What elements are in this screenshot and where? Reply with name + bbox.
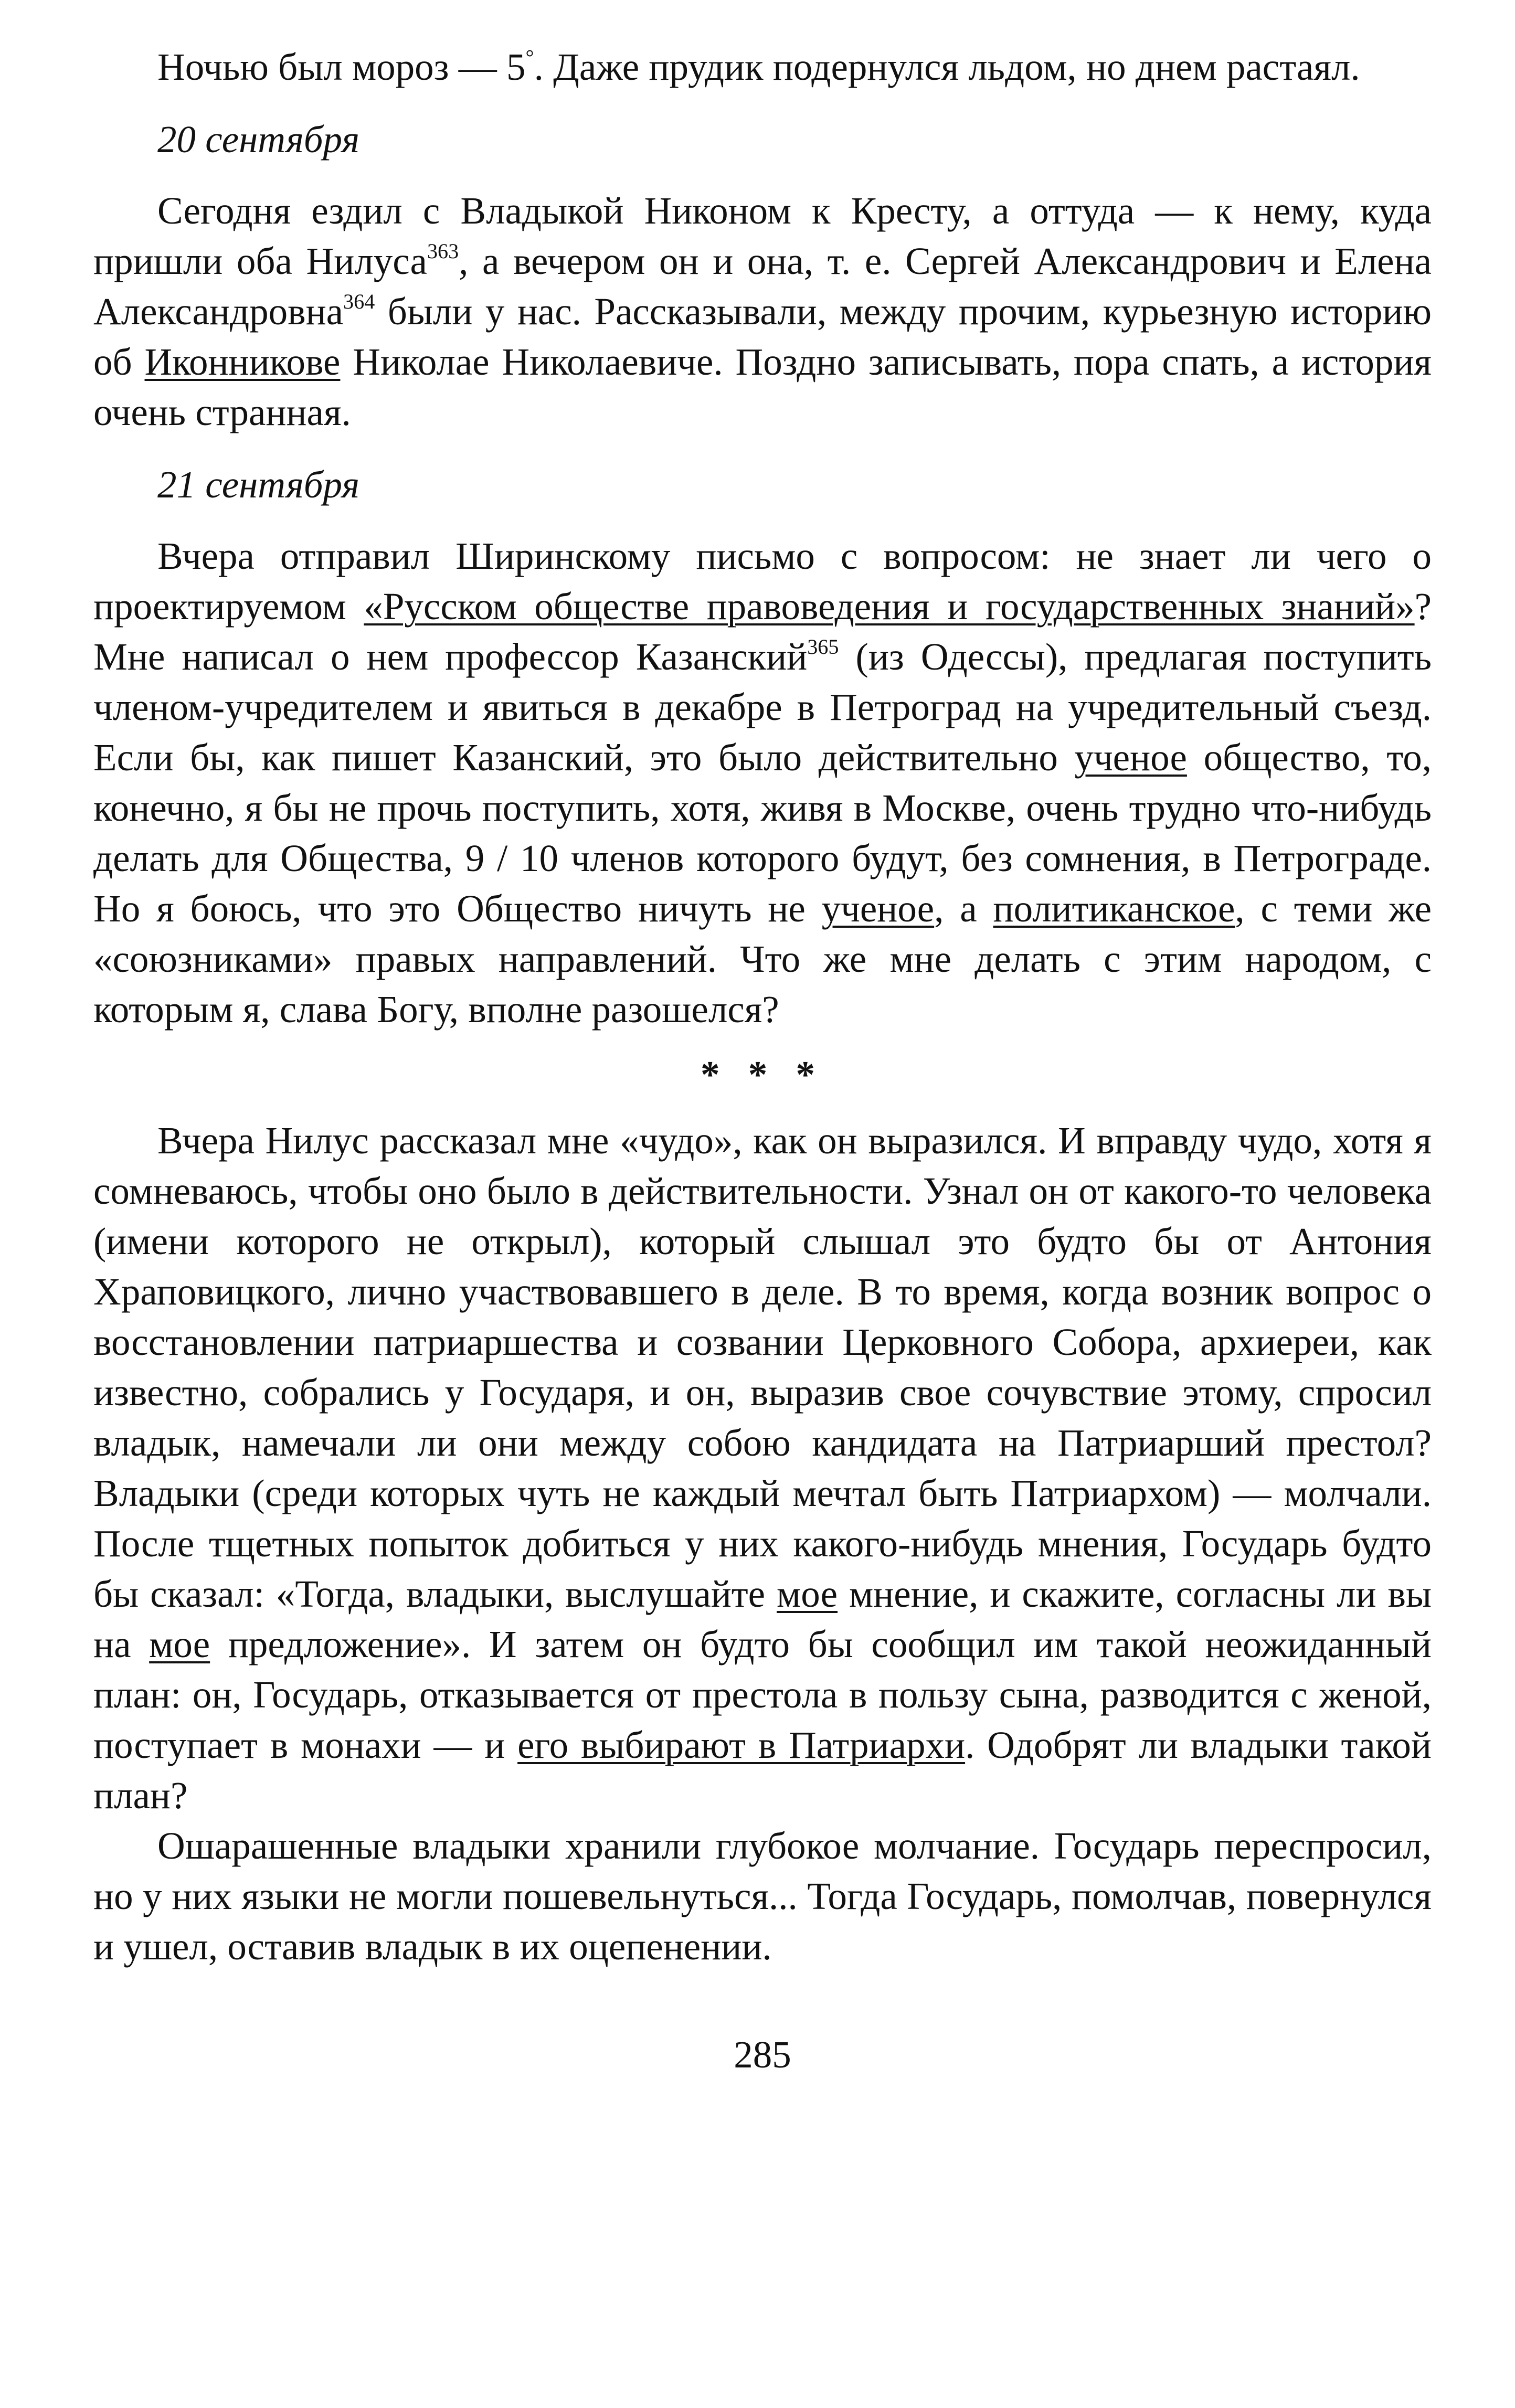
text-run: общество, то, конечно, я бы не прочь поступить, хотя, живя в Москве, очень трудно что-нибудь делать для Общества, 9 / 10 членов которого будут, без сомнения, в Петрограде. Но я боюсь, что это Общество ничуть не (93, 736, 1432, 930)
text-run: , а вечером он и она, т. е. Сергей Александрович и Елена Александровна (93, 240, 1432, 333)
text-run: Вчера Нилус рассказал мне «чудо», как он выразился. И вправду чудо, хотя я сомневаюсь, чтобы оно было в действительности. Узнал он от какого-то человека (имени которого не открыл), который слышал это будто бы от Антония Храповицкого, лично участвовавшего в деле. В то время, когда возник вопрос о восстановлении патриаршества и созвании Церковного Собора, архиереи, как известно, собрались у Государя, и он, выразив свое сочувствие этому, спросил владык, намечали ли они между собою кандидата на Патриарший престол? Владыки (среди которых чуть не каждый мечтал быть Патриархом) — молчали. После тщетных попыток добиться у них какого-нибудь мнения, Государь будто бы сказал: «Тогда, владыки, выслушайте (93, 1119, 1432, 1615)
text-run: , а (934, 887, 993, 930)
text-run: Ночью был мороз — 5 (157, 46, 526, 88)
paragraph-miracle (93, 1116, 1432, 1821)
paragraph-silence: Ошарашенные владыки хранили глубокое молчание. Государь переспросил, но у них языки не могли пошевельнуться... Тогда Государь, помолчав, повернулся и ушел, оставив владык в их оцепенении. (93, 1824, 1432, 1968)
paragraph-frost (93, 42, 1432, 92)
text-run: были у нас. Рассказывали, между прочим, курьезную историю об (93, 290, 1432, 383)
underlined-text: ученое (1074, 736, 1187, 779)
date-heading-21-sept: 21 сентября (157, 463, 360, 506)
footnote-ref: 365 (807, 634, 839, 659)
underlined-text: его выбирают в Патриархи (517, 1724, 966, 1766)
text-run: . Одобрят ли владыки такой план? (93, 1724, 1432, 1817)
degree-sign: ° (525, 45, 534, 69)
text-run: ? Мне написал о нем профессор Казанский (93, 585, 1432, 678)
footnote-ref: 364 (343, 289, 375, 313)
footnote-ref: 363 (427, 239, 459, 263)
paragraph-20-sept (93, 186, 1432, 438)
text-run: Сегодня ездил с Владыкой Никоном к Кресту, а оттуда — к нему, куда пришли оба Нилуса (93, 189, 1432, 282)
text-run: Николае Николаевиче. Поздно записывать, пора спать, а история очень странная. (93, 341, 1432, 433)
page-number: 285 (734, 2033, 791, 2076)
paragraph-21-sept (93, 531, 1432, 1035)
section-separator: * * * (701, 1053, 824, 1096)
text-run: мнение, и скажите, согласны ли вы на (93, 1573, 1432, 1666)
text-run: , с теми же «союзниками» правых направлений. Что же мне делать с этим народом, с которым я, слава Богу, вполне разошелся? (93, 887, 1432, 1031)
text-run: предложение». И затем он будто бы сообщил им такой неожиданный план: он, Государь, отказывается от престола в пользу сына, разводится с женой, поступает в монахи — и (93, 1623, 1432, 1766)
underlined-text: Иконникове (144, 341, 341, 383)
book-page (93, 42, 1432, 2080)
underlined-text: политиканское (993, 887, 1235, 930)
underlined-text: мое (149, 1623, 210, 1666)
underlined-text: мое (777, 1573, 838, 1615)
date-heading-20-sept: 20 сентября (157, 118, 360, 161)
underlined-text: «Русском обществе правоведения и государственных знаний» (364, 585, 1415, 628)
text-run: Вчера отправил Ширинскому письмо с вопросом: не знает ли чего о проектируемом (93, 535, 1432, 628)
text-run: . Даже прудик подернулся льдом, но днем растаял. (534, 46, 1360, 88)
text-run: (из Одессы), предлагая поступить членом-учредителем и явиться в декабре в Петроград на учредительный съезд. Если бы, как пишет Казанский, это было действительно (93, 635, 1432, 779)
underlined-text: ученое (821, 887, 935, 930)
